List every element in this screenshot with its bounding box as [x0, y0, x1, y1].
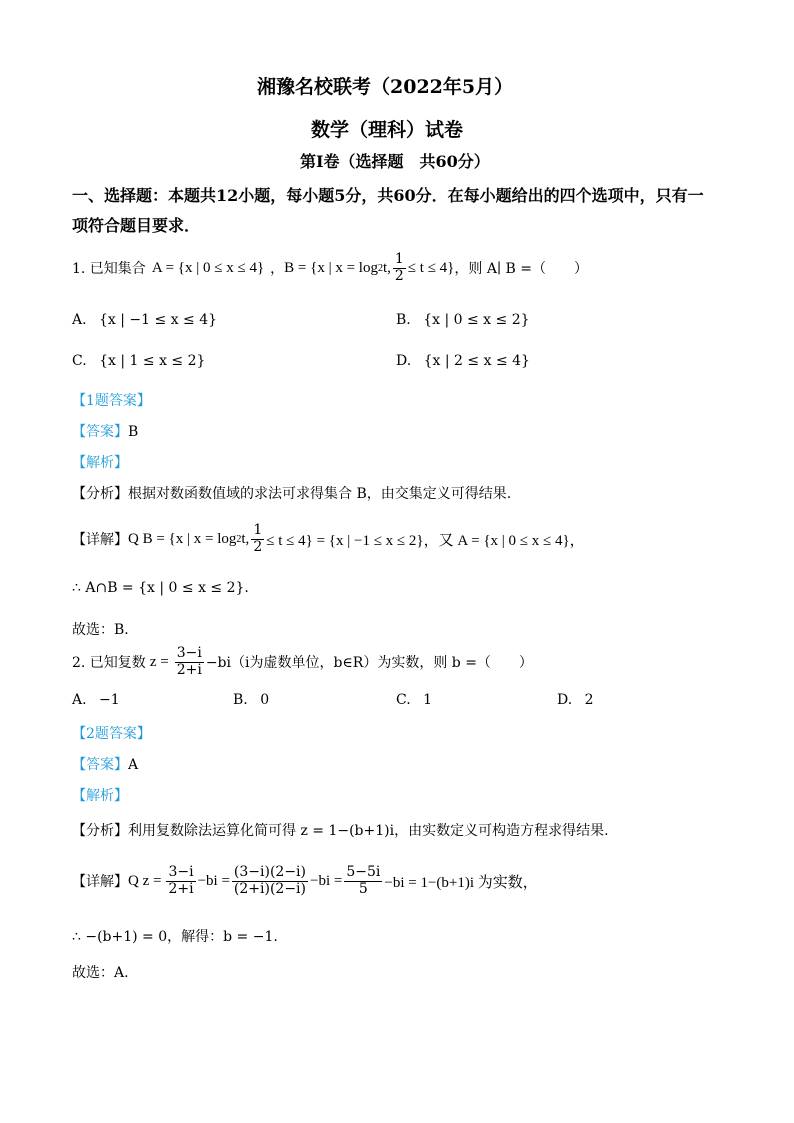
option-a — [72, 692, 120, 708]
minus-bi: −bi = — [310, 872, 343, 889]
answer-label: 【答案】 — [72, 757, 128, 773]
option-text: 1 — [423, 692, 433, 708]
fenxi-text: 利用复数除法运算化简可得 z = 1−(b+1)i，由实数定义可构造方程求得结果. — [128, 823, 609, 839]
option-b — [233, 692, 269, 708]
option-text: {x | 0 ≤ x ≤ 2} — [423, 312, 530, 328]
part-one-heading-line1: 一、选择题：本题共12小题，每小题5分，共60分．在每小题给出的四个选项中，只有一 — [72, 186, 704, 205]
option-a — [72, 312, 217, 328]
option-text: {x | −1 ≤ x ≤ 4} — [99, 312, 218, 328]
detail-post: ≤ t ≤ 4} = {x | −1 ≤ x ≤ 2}，又 A = {x | 0 ≤ x ≤ 4}， — [266, 532, 585, 549]
detail-fraction-1 — [166, 865, 195, 897]
fraction-denominator: (2+i)(2−i) — [233, 880, 306, 897]
answer-title-q1: 【1题答案】 — [72, 393, 151, 409]
analysis-title-q1: 【解析】 — [72, 455, 128, 471]
fraction-numerator: 3−i — [168, 864, 194, 881]
set-a-expression: A = {x | 0 ≤ x ≤ 4} — [151, 259, 265, 276]
part-one-heading-line2: 项符合题目要求． — [72, 216, 201, 235]
set-b-suffix: ≤ t ≤ 4} — [407, 259, 455, 276]
question-1-prefix: 1. 已知集合 — [72, 261, 146, 277]
option-d — [557, 692, 594, 708]
fraction-denominator: 2+i — [168, 880, 194, 897]
minus-bi: −bi = — [197, 872, 230, 889]
detail-pre: Q B = {x | x = log — [128, 530, 237, 547]
detail-label: 【详解】 — [72, 874, 128, 890]
choose-q2: 故选：A. — [72, 965, 129, 981]
option-label: A. — [72, 312, 87, 328]
detail-fraction-2 — [232, 865, 308, 897]
log-base: 2 — [377, 262, 383, 274]
fraction-denominator: 2 — [253, 538, 263, 555]
option-c — [72, 353, 205, 369]
answer-row-q1 — [72, 421, 138, 441]
question-2-prefix: 2. 已知复数 — [72, 655, 146, 671]
question-2-stem — [72, 642, 533, 682]
option-text: 2 — [584, 692, 594, 708]
fraction-z — [175, 646, 204, 678]
fraction-one-half — [393, 252, 406, 284]
fenxi-text: 根据对数函数值域的求法可求得集合 B，由交集定义可得结果. — [128, 486, 512, 502]
detail-log-base: 2 — [236, 533, 242, 545]
option-label: D. — [557, 692, 573, 708]
answer-value: B — [128, 424, 139, 440]
option-text: −1 — [99, 692, 120, 708]
set-b-mid: t, — [382, 259, 391, 276]
fraction-numerator: 3−i — [176, 645, 202, 662]
z-equals: z = — [149, 653, 169, 670]
fenxi-row-q2 — [72, 820, 609, 840]
answer-label: 【答案】 — [72, 424, 128, 440]
option-label: C. — [396, 692, 411, 708]
option-b — [396, 312, 530, 328]
fraction-numerator: 5−5i — [346, 864, 381, 881]
conclusion-q1: ∴ A∩B = {x | 0 ≤ x ≤ 2}. — [72, 580, 249, 596]
exam-subtitle: 数学（理科）试卷 — [311, 119, 464, 141]
fraction-numerator: 1 — [253, 522, 263, 539]
option-label: B. — [233, 692, 248, 708]
detail-label: 【详解】 — [72, 532, 128, 548]
fraction-denominator: 2+i — [176, 661, 202, 678]
fraction-numerator: (3−i)(2−i) — [233, 864, 306, 881]
option-label: B. — [396, 312, 411, 328]
option-text: {x | 1 ≤ x ≤ 2} — [99, 353, 206, 369]
option-label: C. — [72, 353, 87, 369]
question-1-stem — [72, 250, 588, 286]
detail-post: −bi = 1−(b+1)i 为实数， — [384, 874, 538, 891]
option-c — [396, 692, 432, 708]
fenxi-label: 【分析】 — [72, 486, 128, 502]
detail-row-q2 — [72, 858, 538, 904]
option-text: {x | 2 ≤ x ≤ 4} — [423, 353, 530, 369]
fraction-numerator: 1 — [394, 251, 404, 268]
detail-fraction-3 — [344, 865, 382, 897]
answer-row-q2 — [72, 754, 138, 774]
conclusion-q2: ∴ −(b+1) = 0，解得：b = −1. — [72, 929, 278, 945]
analysis-title-q2: 【解析】 — [72, 788, 128, 804]
option-text: 0 — [260, 692, 270, 708]
set-b-prefix: B = {x | x = log — [284, 259, 378, 276]
choose-q1: 故选：B. — [72, 622, 129, 638]
question-1-suffix: ，则 A∣ B =（ ） — [454, 261, 588, 277]
fraction-denominator: 2 — [394, 267, 404, 284]
option-label: D. — [396, 353, 412, 369]
option-d — [396, 353, 530, 369]
detail-fraction — [251, 523, 264, 555]
exam-title: 湘豫名校联考（2022年5月） — [257, 76, 514, 98]
option-label: A. — [72, 692, 87, 708]
detail-pre: Q z = — [128, 872, 162, 889]
detail-mid: t, — [241, 530, 250, 547]
detail-row-q1 — [72, 519, 585, 559]
answer-title-q2: 【2题答案】 — [72, 726, 151, 742]
fenxi-label: 【分析】 — [72, 823, 128, 839]
fraction-denominator: 5 — [358, 880, 368, 897]
question-2-after: −bi（i为虚数单位，b∈R）为实数，则 b =（ ） — [205, 655, 533, 671]
comma: ， — [270, 261, 285, 277]
answer-value: A — [128, 757, 139, 773]
fenxi-row-q1 — [72, 483, 511, 503]
section-heading: 第Ⅰ卷（选择题 共60分） — [300, 152, 490, 171]
